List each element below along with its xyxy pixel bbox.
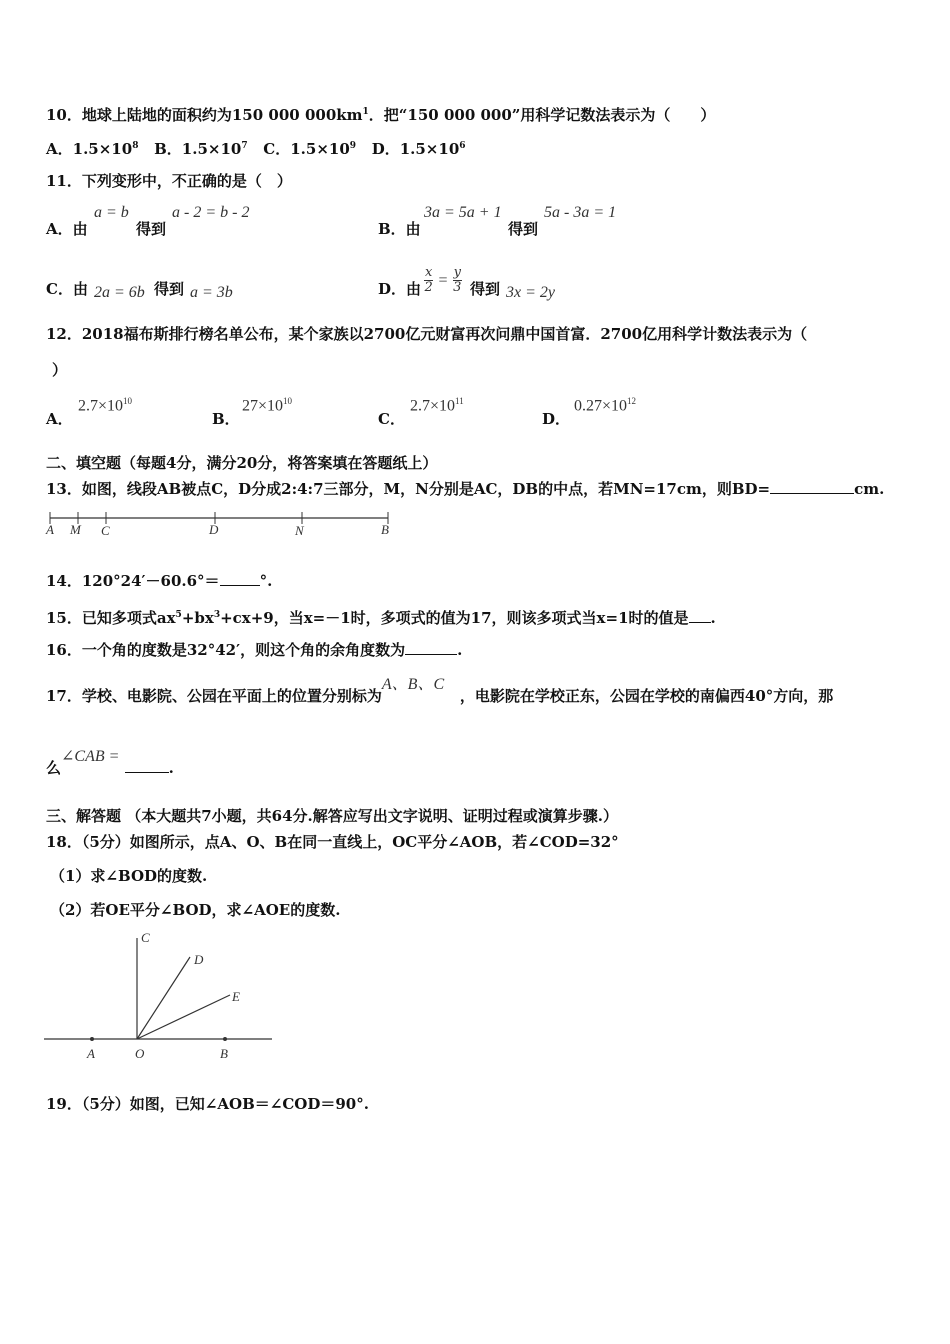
q17-line2: 么∠CAB = . bbox=[46, 748, 174, 777]
q10-stem: 10．地球上陆地的面积约为150 000 $000km^1$．把“150 000 000”用科学记数法表示为（ ） bbox=[46, 106, 716, 124]
q10-option-d: D．$1.5\times 10^6$ bbox=[371, 140, 466, 158]
q13-label-b: B bbox=[381, 522, 389, 537]
q19-stem: 19．（5分）如图，已知∠AOB＝∠COD＝90°. bbox=[46, 1095, 369, 1113]
q18-label-a: A bbox=[87, 1046, 95, 1061]
q12-stem-end: ） bbox=[52, 361, 68, 379]
q15-stem: 15．已知多项式$ax^5+bx^3+cx+9$，当x=－1时，多项式的值为17，则该多项式当x=1时的值是 . bbox=[46, 609, 716, 627]
q10-option-b: B．$1.5\times 10^7$ bbox=[154, 140, 248, 158]
q11-stem: 11．下列变形中，不正确的是（ ） bbox=[46, 172, 292, 190]
q13-answer-blank[interactable] bbox=[770, 479, 854, 494]
q13-label-m: M bbox=[70, 522, 81, 537]
q18-label-c: C bbox=[141, 930, 150, 945]
q13-segment-figure bbox=[44, 508, 396, 540]
q10-options bbox=[46, 136, 466, 159]
q15-answer-blank[interactable] bbox=[689, 608, 711, 623]
q13-label-d: D bbox=[209, 522, 219, 537]
q17-answer-blank[interactable] bbox=[125, 758, 169, 773]
q14-stem: 14．120°24′－60.6°＝ °. bbox=[46, 572, 273, 590]
section-3-heading: 三、解答题 （本大题共7小题，共64分.解答应写出文字说明、证明过程或演算步骤.） bbox=[46, 807, 618, 825]
q12-stem: 12．2018福布斯排行榜名单公布，某个家族以2700亿元财富再次问鼎中国首富．2700亿用科学计数法表示为（ bbox=[46, 325, 808, 343]
q16-stem: 16．一个角的度数是32°42′，则这个角的余角度数为 . bbox=[46, 641, 463, 659]
q18-label-e: E bbox=[232, 989, 240, 1004]
q13-label-a: A bbox=[46, 522, 54, 537]
q18-part-2: （2）若OE平分∠BOD，求∠AOE的度数. bbox=[50, 901, 341, 919]
q18-part-1: （1）求∠BOD的度数. bbox=[50, 867, 208, 885]
q16-answer-blank[interactable] bbox=[405, 640, 457, 655]
q18-angle-figure bbox=[40, 926, 280, 1066]
q13-label-c: C bbox=[101, 523, 110, 538]
q13-stem: 13．如图，线段AB被点C，D分成2:4:7三部分，M，N分别是AC，DB的中点，若MN=17cm，则BD= cm. bbox=[46, 480, 885, 498]
q10-option-a: A．$1.5\times 10^8$ bbox=[46, 140, 139, 158]
q13-label-n: N bbox=[295, 523, 304, 538]
q18-label-o: O bbox=[135, 1046, 145, 1061]
q18-label-d: D bbox=[194, 952, 204, 967]
section-2-heading: 二、填空题（每题4分，满分20分，将答案填在答题纸上） bbox=[46, 454, 438, 472]
q17-stem: 17．学校、电影院、公园在平面上的位置分别标为A、B、C，电影院在学校正东，公园在学校的南偏西40°方向，那 bbox=[46, 676, 834, 705]
q14-answer-blank[interactable] bbox=[220, 571, 260, 586]
q10-option-c: C．$1.5\times 10^9$ bbox=[263, 140, 357, 158]
q18-stem: 18．（5分）如图所示，点A、O、B在同一直线上，OC平分∠AOB，若∠COD=32° bbox=[46, 833, 619, 851]
q18-label-b: B bbox=[220, 1046, 228, 1061]
